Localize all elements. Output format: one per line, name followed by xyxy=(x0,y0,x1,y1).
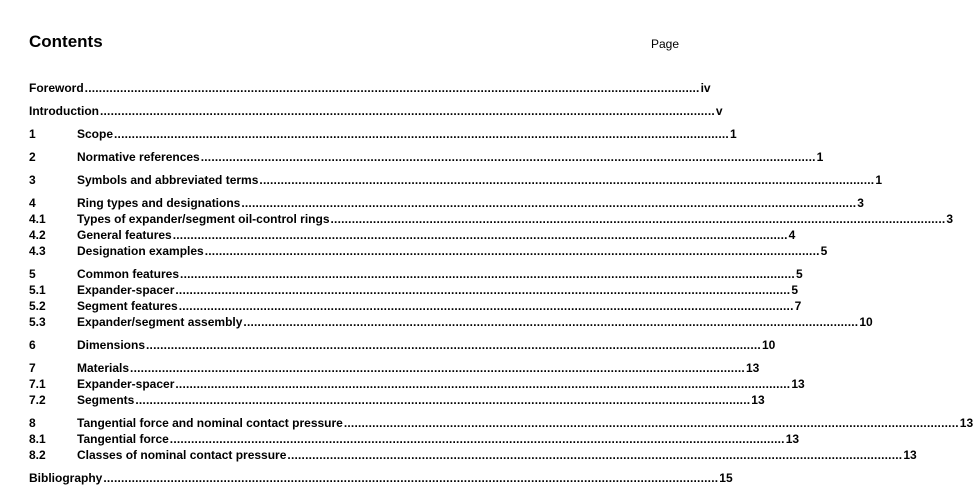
toc-entry-number: 7.1 xyxy=(29,377,46,391)
dot-leader: .............................................................................................................................................................................. xyxy=(146,338,761,352)
toc-entry-number: 4.2 xyxy=(29,228,46,242)
toc-entry-label: Designation examples xyxy=(77,244,204,258)
toc-entry-page: 3 xyxy=(946,212,954,226)
toc-entry-page: 13 xyxy=(745,361,760,375)
dot-leader: .............................................................................................................................................................................. xyxy=(169,432,785,446)
toc-entry-page: 13 xyxy=(791,377,805,391)
toc-entry-5-3[interactable] xyxy=(29,314,873,330)
dot-leader: .............................................................................................................................................................................. xyxy=(330,212,946,226)
dot-leader: .............................................................................................................................................................................. xyxy=(135,393,751,407)
toc-entry-7-2[interactable] xyxy=(29,392,765,408)
toc-entry-page: 15 xyxy=(719,471,733,485)
toc-entry-5[interactable] xyxy=(29,266,803,282)
toc-entry-page: 5 xyxy=(791,283,798,297)
dot-leader: .............................................................................................................................................................................. xyxy=(172,228,788,242)
toc-entry-number: 2 xyxy=(29,150,36,164)
toc-entry-label: Segment features xyxy=(77,299,178,313)
toc-entry-8[interactable] xyxy=(29,415,973,431)
toc-entry-page: 10 xyxy=(761,338,776,352)
dot-leader: .............................................................................................................................................................................. xyxy=(84,81,700,95)
toc-entry-number: 7 xyxy=(29,361,36,375)
toc-entry-number: 1 xyxy=(29,127,36,141)
dot-leader: .............................................................................................................................................................................. xyxy=(180,267,795,281)
toc-entry-label: Types of expander/segment oil-control rings xyxy=(77,212,330,226)
dot-leader: .............................................................................................................................................................................. xyxy=(243,315,859,329)
toc-entry-page: 10 xyxy=(859,315,873,329)
toc-entry-1[interactable] xyxy=(29,126,737,142)
toc-entry-5-1[interactable] xyxy=(29,282,798,298)
toc-entry-number: 4.1 xyxy=(29,212,46,226)
toc-entry-page: iv xyxy=(700,81,711,95)
toc-entry-4[interactable] xyxy=(29,195,864,211)
toc-entry-number: 6 xyxy=(29,338,36,352)
toc-entry-label: Common features xyxy=(77,267,180,281)
toc-entry-number: 8 xyxy=(29,416,36,430)
dot-leader: .............................................................................................................................................................................. xyxy=(175,283,791,297)
toc-entry-4-2[interactable] xyxy=(29,227,796,243)
toc-entry-number: 5.1 xyxy=(29,283,46,297)
toc-entry-number: 5.3 xyxy=(29,315,46,329)
toc-entry-page: 5 xyxy=(820,244,828,258)
toc-entry-page: 3 xyxy=(857,196,864,210)
toc-entry-2[interactable] xyxy=(29,149,824,165)
toc-entry-label: Symbols and abbreviated terms xyxy=(77,173,259,187)
toc-entry-number: 3 xyxy=(29,173,36,187)
toc-entry-page: 1 xyxy=(816,150,824,164)
toc-entry-8-2[interactable] xyxy=(29,447,917,463)
toc-entry-page: 13 xyxy=(785,432,800,446)
toc-entry-number: 8.1 xyxy=(29,432,46,446)
toc-entry-page: 1 xyxy=(875,173,883,187)
toc-entry-number: 8.2 xyxy=(29,448,46,462)
dot-leader: .............................................................................................................................................................................. xyxy=(343,416,959,430)
toc-entry-label: Normative references xyxy=(77,150,200,164)
toc-entry-label: Expander/segment assembly xyxy=(77,315,243,329)
toc-entry-page: 4 xyxy=(788,228,796,242)
toc-entry-label: Expander-spacer xyxy=(77,283,175,297)
dot-leader: .............................................................................................................................................................................. xyxy=(178,299,794,313)
toc-entry-4-1[interactable] xyxy=(29,211,954,227)
page-column-label: Page xyxy=(650,37,679,51)
toc-entry-label: Dimensions xyxy=(77,338,146,352)
toc-entry-label: Tangential force and nominal contact pressure xyxy=(77,416,343,430)
toc-entry-number: 4.3 xyxy=(29,244,46,258)
dot-leader: .............................................................................................................................................................................. xyxy=(130,361,745,375)
toc-entry-5-2[interactable] xyxy=(29,298,802,314)
toc-entry-label: Expander-spacer xyxy=(77,377,175,391)
toc-entry-page: 1 xyxy=(729,127,737,141)
dot-leader: .............................................................................................................................................................................. xyxy=(204,244,820,258)
toc-entry-label: Scope xyxy=(77,127,114,141)
toc-entry-6[interactable] xyxy=(29,337,776,353)
toc-entry-page: 5 xyxy=(795,267,803,281)
dot-leader: .............................................................................................................................................................................. xyxy=(259,173,875,187)
toc-entry-page: 13 xyxy=(959,416,973,430)
toc-entry-8-1[interactable] xyxy=(29,431,800,447)
dot-leader: .............................................................................................................................................................................. xyxy=(200,150,816,164)
toc-entry-foreword[interactable] xyxy=(29,80,711,96)
toc-entry-label: Segments xyxy=(77,393,135,407)
toc-entry-7[interactable] xyxy=(29,360,760,376)
toc-entry-label: Classes of nominal contact pressure xyxy=(77,448,287,462)
toc-entry-bibliography[interactable] xyxy=(29,470,733,486)
toc-entry-3[interactable] xyxy=(29,172,883,188)
page-title: Contents xyxy=(29,32,103,51)
dot-leader: .............................................................................................................................................................................. xyxy=(287,448,903,462)
toc-entry-7-1[interactable] xyxy=(29,376,805,392)
toc-entry-page: 13 xyxy=(751,393,765,407)
toc-entry-page: 7 xyxy=(794,299,802,313)
dot-leader: .............................................................................................................................................................................. xyxy=(103,471,719,485)
toc-entry-introduction[interactable] xyxy=(29,103,723,119)
toc-entry-number: 4 xyxy=(29,196,36,210)
toc-entry-label: Ring types and designations xyxy=(77,196,241,210)
dot-leader: .............................................................................................................................................................................. xyxy=(99,104,715,118)
toc-entry-number: 7.2 xyxy=(29,393,46,407)
toc-entry-number: 5 xyxy=(29,267,36,281)
toc-entry-label: General features xyxy=(77,228,172,242)
table-of-contents xyxy=(29,80,973,486)
dot-leader: .............................................................................................................................................................................. xyxy=(175,377,791,391)
toc-entry-label: Materials xyxy=(77,361,130,375)
toc-entry-label: Bibliography xyxy=(29,471,103,485)
dot-leader: .............................................................................................................................................................................. xyxy=(114,127,729,141)
toc-entry-label: Introduction xyxy=(29,104,99,118)
toc-entry-page: 13 xyxy=(903,448,917,462)
dot-leader: .............................................................................................................................................................................. xyxy=(241,196,857,210)
toc-entry-number: 5.2 xyxy=(29,299,46,313)
toc-entry-page: v xyxy=(715,104,723,118)
toc-entry-4-3[interactable] xyxy=(29,243,828,259)
toc-entry-label: Foreword xyxy=(29,81,84,95)
toc-entry-label: Tangential force xyxy=(77,432,169,446)
